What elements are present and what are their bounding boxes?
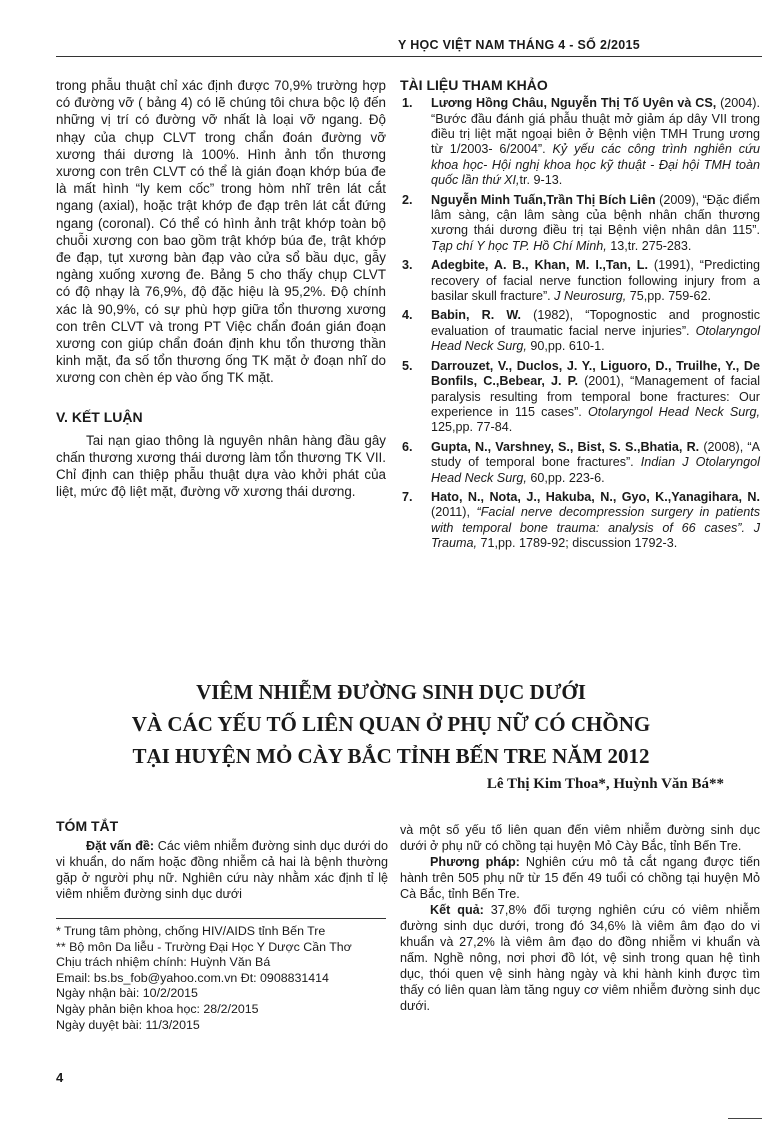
article-authors: Lê Thị Kim Thoa*, Huỳnh Văn Bá** bbox=[486, 776, 724, 792]
conclusion-heading: V. KẾT LUẬN bbox=[56, 408, 143, 425]
title-line-3: TẠI HUYỆN MỎ CÀY BẮC TỈNH BẾN TRE NĂM 2012 bbox=[132, 744, 650, 768]
reference-tail: 60,pp. 223-6. bbox=[526, 470, 605, 485]
reference-number: 6. bbox=[402, 439, 413, 454]
reference-text: (1991), “Predicting recovery of facial nerve function following injury from a basilar skull fracture”. bbox=[431, 258, 760, 304]
reference-journal: Indian J Otolaryngol Head Neck Surg, bbox=[431, 455, 760, 485]
reference-tail: 90,pp. 610-1. bbox=[526, 339, 605, 354]
reference-number: 5. bbox=[402, 358, 413, 373]
reference-journal: Kỷ yếu các công trình nghiên cứu khoa học- Hội nghị khoa học kỹ thuật - Đại hội TMH toàn quốc lần thứ XI, bbox=[431, 142, 761, 188]
reference-authors: Hato, N., Nota, J., Hakuba, N., Gyo, K.,Yanagihara, N. bbox=[431, 489, 760, 504]
reference-text: (2011), bbox=[431, 505, 477, 520]
reference-authors: Darrouzet, V., Duclos, J. Y., Liguoro, D., Truilhe, Y., De Bonfils, C.,Bebear, J. P. bbox=[431, 358, 760, 389]
references-section bbox=[400, 77, 760, 556]
reference-item bbox=[400, 440, 760, 486]
reference-authors: Adegbite, A. B., Khan, M. I.,Tan, L. bbox=[431, 258, 648, 273]
reference-text: (2009), “Đặc điểm lâm sàng, cận lâm sàng của bệnh nhân chấn thương xương thái dương điều trị tại Bệnh viện nhân dân 115”. bbox=[431, 192, 760, 238]
abstract-objective-continued: và một số yếu tố liên quan đến viêm nhiễm đường sinh dục dưới ở phụ nữ có chồng tại huyện Mỏ Cày Bắc, tỉnh Bến Tre. bbox=[400, 823, 760, 853]
reference-journal: J Neurosurg, bbox=[550, 289, 627, 304]
reference-number: 7. bbox=[402, 489, 413, 504]
reference-tail: 125,pp. 77-84. bbox=[431, 420, 513, 435]
left-column-upper bbox=[56, 77, 386, 501]
reference-tail: 71,pp. 1789-92; discussion 1792-3. bbox=[476, 536, 678, 551]
reference-text: (2001), “Management of facial paralysis resulting from temporal bone fractures: Our experience in 115 cases”. bbox=[431, 374, 760, 419]
title-line-1: VIÊM NHIỄM ĐƯỜNG SINH DỤC DƯỚI bbox=[196, 680, 586, 704]
reference-number: 2. bbox=[402, 192, 413, 207]
results-label: Kết quả: bbox=[430, 903, 484, 917]
method-label: Phương pháp: bbox=[430, 855, 520, 869]
footnote: Ngày phản biện khoa học: 28/2/2015 bbox=[56, 1001, 259, 1016]
footnote: Ngày duyệt bài: 11/3/2015 bbox=[56, 1017, 200, 1032]
footnote: ** Bộ môn Da liễu - Trường Đại Học Y Dược Cần Thơ bbox=[56, 939, 352, 954]
reference-authors: Lương Hồng Châu, Nguyễn Thị Tố Uyên và CS, bbox=[431, 96, 717, 111]
header-rule bbox=[56, 56, 762, 57]
reference-journal: Tạp chí Y học TP. Hồ Chí Minh, bbox=[431, 238, 607, 253]
reference-tail: 75,pp. 759-62. bbox=[626, 289, 712, 304]
running-header: Y HỌC VIỆT NAM THÁNG 4 - SỐ 2/2015 bbox=[398, 38, 640, 52]
footnote: Ngày nhận bài: 10/2/2015 bbox=[56, 986, 198, 1001]
reference-text: (2004). “Bước đầu đánh giá phẫu thuật mở giảm áp dây VII trong điều trị liệt mặt ngoại biên ở Bệnh viện TMH Trung ương từ 1/2003- 6/2004”. bbox=[431, 96, 760, 157]
abstract-objective bbox=[56, 838, 388, 902]
objective-text: Các viêm nhiễm đường sinh dục dưới do vi khuẩn, do nấm hoặc đồng nhiễm cả hai là bệnh thường gặp ở người phụ nữ. Nghiên cứu này nhằm xác định tỉ lệ viêm nhiễm đường sinh dục dưới bbox=[56, 839, 389, 901]
reference-number: 1. bbox=[402, 96, 413, 111]
abstract-method bbox=[400, 854, 760, 902]
footnote: Email: bs.bs_fob@yahoo.com.vn Đt: 0908831414 bbox=[56, 970, 329, 985]
reference-journal: Otolaryngol Head Neck Surg, bbox=[431, 323, 760, 354]
discussion-paragraph: trong phẫu thuật chỉ xác định được 70,9% trường hợp có đường vỡ ( bảng 4) có lẽ chúng tôi chưa bộc lộ đến những vị trí có đường vỡ nhất là loại vỡ ngang. Độ nhạy của chụp CLVT trong chẩn đoán đường vỡ xương thái dương là 100%. Hình ảnh tổn thương xương con trên CLVT có thể là gián đoạn khớp búa đe là mất hình “ly kem cốc” trong hòm nhĩ trên lát cắt ngang (axial), hoặc trật khớp đe đạp trên lát cắt đứng ngang (coronal). Có thể có hình ảnh trật khớp toàn bộ chuỗi xương con bao gồm trật khớp búa đe, trật khớp đe đạp, tụt xương bàn đạp vào cửa sổ bầu dục, gẫy ngàng xuống xương đe. Bảng 5 cho thấy chụp CLVT có độ nhạy là 76,9%, độ đặc hiệu là 95,2%. Độ chính xác là 90,9%, có sự phù hợp giữa tổn thương xương con trên CLVT và trong PT Việc chẩn đoán gián đoạn xương con giúp chẩn đoán định khu tổn thương thần kinh mặt, đa số tổn thương ống TK mặt ở đoạn nhĩ do xương con chèn ép vào ống TK mặt. bbox=[56, 78, 386, 386]
footnotes bbox=[56, 924, 388, 1033]
article-title bbox=[110, 676, 672, 772]
reference-item bbox=[400, 96, 760, 188]
reference-item bbox=[400, 490, 760, 552]
footnote: Chịu trách nhiệm chính: Huỳnh Văn Bá bbox=[56, 955, 271, 970]
reference-text: (1982), “Topognostic and prognostic evaluation of traumatic facial nerve injuries”. bbox=[431, 308, 761, 338]
reference-journal: Otolaryngol Head Neck Surg, bbox=[581, 404, 760, 419]
reference-journal: “Facial nerve decompression surgery in patients with temporal bone trauma: analysis of 66 cases”. J Trauma, bbox=[431, 505, 761, 551]
abstract-right-column bbox=[400, 822, 760, 1014]
reference-item bbox=[400, 308, 760, 354]
abstract-left-column bbox=[56, 818, 388, 1033]
page-number: 4 bbox=[56, 1070, 64, 1085]
reference-tail: 13,tr. 275-283. bbox=[606, 238, 692, 253]
reference-item bbox=[400, 359, 760, 436]
results-text: 37,8% đối tượng nghiên cứu có viêm nhiễm đường sinh dục dưới, trong đó 34,6% là viêm âm đạo do vi khuẩn và 27,2% là viêm âm đạo do đồng nhiễm vi khuẩn và nấm. Nghề nông, nơi phơi đồ lót, vệ sinh trong quan hệ tình dục, thói quen vệ sinh hàng ngày và khi hành kinh được tìm thấy có liên quan làm tăng nguy cơ viêm nhiễm đường sinh dục dưới. bbox=[400, 903, 760, 1013]
reference-item bbox=[400, 193, 760, 255]
title-line-2: VÀ CÁC YẾU TỐ LIÊN QUAN Ở PHỤ NỮ CÓ CHỒNG bbox=[131, 712, 651, 736]
reference-authors: Babin, R. W. bbox=[431, 308, 522, 323]
footnote: * Trung tâm phòng, chống HIV/AIDS tỉnh Bến Tre bbox=[56, 924, 326, 938]
reference-number: 4. bbox=[402, 308, 413, 323]
method-text: Nghiên cứu mô tả cắt ngang được tiến hành trên 505 phụ nữ từ 15 đến 49 tuổi có chồng tại huyện Mỏ Cà Bắc, tỉnh Bến Tre. bbox=[400, 855, 760, 901]
reference-tail: tr. 9-13. bbox=[519, 173, 563, 188]
reference-item bbox=[400, 258, 760, 304]
reference-list bbox=[400, 96, 760, 551]
objective-label: Đặt vấn đề: bbox=[86, 839, 155, 853]
reference-authors: Gupta, N., Varshney, S., Bist, S. S.,Bhatia, R. bbox=[431, 439, 700, 454]
footnote-rule bbox=[56, 918, 386, 919]
scan-artifact bbox=[728, 1110, 762, 1119]
reference-number: 3. bbox=[402, 258, 413, 273]
conclusion-paragraph: Tai nạn giao thông là nguyên nhân hàng đầu gây chấn thương xương thái dương làm tổn thương TK VII. Chỉ định can thiệp phẫu thuật dựa vào khởi phát của liệt, mức độ liệt mặt, đường vỡ xương thái dương. bbox=[56, 432, 386, 500]
reference-authors: Nguyễn Minh Tuấn,Trần Thị Bích Liên bbox=[431, 192, 656, 207]
references-heading: TÀI LIỆU THAM KHẢO bbox=[400, 77, 548, 93]
reference-text: (2008), “A study of temporal bone fractures”. bbox=[431, 439, 760, 470]
abstract-results bbox=[400, 902, 760, 1014]
abstract-heading: TÓM TẮT bbox=[56, 818, 119, 834]
